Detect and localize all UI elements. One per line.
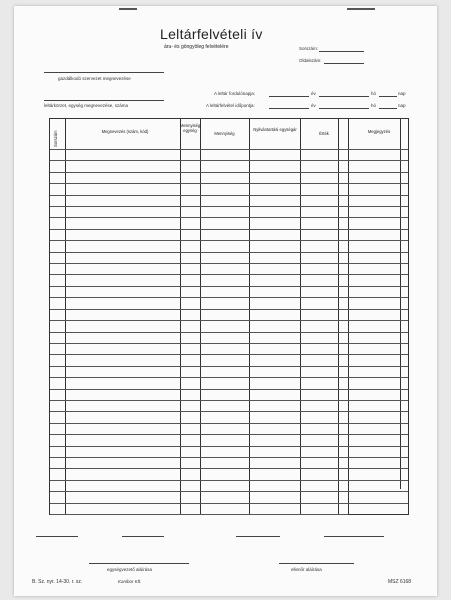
table-row[interactable]	[50, 229, 408, 230]
table-row[interactable]	[50, 457, 408, 458]
punch-mark-right	[347, 8, 375, 10]
table-row[interactable]	[50, 217, 408, 218]
sign-right-line[interactable]	[279, 563, 354, 564]
ref-month-field[interactable]	[319, 96, 369, 97]
ref-month-label: hó	[371, 91, 377, 96]
col-divider	[338, 119, 339, 514]
serial-label: Sorszám:	[299, 46, 319, 51]
ref-year-label: év	[311, 91, 316, 96]
inventory-table	[49, 118, 409, 515]
col-header-price: Nyilvántartási egységár	[253, 127, 297, 132]
table-row[interactable]	[50, 468, 408, 469]
form-subtitle: áru- és göngyöleg felvételére	[164, 44, 229, 50]
ref-day-field[interactable]	[379, 96, 397, 97]
table-row[interactable]	[50, 480, 408, 481]
table-row[interactable]	[50, 423, 408, 424]
period-year-field[interactable]	[269, 108, 309, 109]
table-row[interactable]	[50, 389, 408, 390]
table-row[interactable]	[50, 274, 408, 275]
col-header-remark: Megjegyzés	[367, 129, 391, 134]
serial-field[interactable]	[319, 51, 364, 52]
col-divider	[348, 119, 349, 514]
table-row[interactable]	[50, 160, 408, 161]
page-label: Oldalszám:	[299, 58, 322, 63]
form-sheet	[14, 6, 437, 596]
table-row[interactable]	[50, 172, 408, 173]
table-row[interactable]	[50, 514, 348, 515]
table-row[interactable]	[50, 503, 408, 504]
signature-line[interactable]	[122, 536, 164, 537]
table-row[interactable]	[50, 320, 408, 321]
form-title: Leltárfelvételi ív	[160, 26, 263, 42]
col-header-name: Megnevezés (szám, kód)	[101, 129, 149, 134]
table-row[interactable]	[50, 411, 408, 412]
period-year-label: év	[311, 103, 316, 108]
period-label: A leltárfelvétel időpontja:	[206, 103, 255, 108]
col-divider	[249, 119, 250, 514]
period-day-label: nap	[398, 103, 406, 108]
table-row[interactable]	[50, 240, 408, 241]
period-month-label: hó	[371, 103, 377, 108]
table-row[interactable]	[50, 354, 408, 355]
table-row[interactable]	[50, 491, 408, 492]
sign-left-label: egységvezető aláírása	[107, 567, 153, 572]
table-row[interactable]	[50, 206, 408, 207]
period-month-field[interactable]	[319, 108, 369, 109]
punch-mark-left	[119, 8, 137, 10]
ref-day-label: nap	[398, 91, 406, 96]
signature-line[interactable]	[236, 536, 280, 537]
table-row[interactable]	[50, 309, 408, 310]
unit-field[interactable]	[44, 100, 164, 101]
reference-date-label: A leltár fordulónapja:	[214, 91, 256, 96]
col-header-value: Érték	[319, 131, 329, 136]
col-divider	[300, 119, 301, 514]
table-row[interactable]	[50, 366, 408, 367]
org-field[interactable]	[44, 72, 164, 73]
col-header-serial: Sorszám	[53, 130, 58, 147]
ref-year-field[interactable]	[269, 96, 309, 97]
table-row[interactable]	[50, 263, 408, 264]
unit-label: leltárkörzet, egység megnevezése, száma	[44, 103, 129, 108]
table-row[interactable]	[50, 286, 408, 287]
form-note: Kanibor Kft.	[118, 579, 142, 584]
form-id: MSZ 6168	[388, 579, 412, 585]
table-row[interactable]	[50, 195, 408, 196]
form-code: B. Sz. nyr. 14-30. r. sz.	[32, 579, 83, 585]
col-divider	[200, 119, 201, 514]
table-row[interactable]	[50, 434, 408, 435]
table-row[interactable]	[50, 332, 408, 333]
col-header-quantity: Mennyiség	[214, 131, 235, 136]
table-row[interactable]	[50, 400, 408, 401]
table-row[interactable]	[50, 446, 408, 447]
col-header-unit: Mennyiségi egység	[180, 123, 202, 133]
col-divider	[180, 119, 181, 514]
table-row[interactable]	[50, 252, 408, 253]
col-divider	[65, 119, 66, 514]
page-field[interactable]	[324, 63, 364, 64]
sign-right-label: ellenőr aláírása	[291, 567, 322, 572]
table-row[interactable]	[50, 149, 408, 150]
table-row[interactable]	[50, 297, 408, 298]
period-day-field[interactable]	[379, 108, 397, 109]
table-row[interactable]	[50, 377, 408, 378]
signature-line[interactable]	[36, 536, 78, 537]
sign-left-line[interactable]	[89, 563, 189, 564]
org-label: gazdálkodó szervezet megnevezése	[58, 76, 131, 81]
table-row[interactable]	[50, 183, 408, 184]
table-row[interactable]	[50, 343, 408, 344]
signature-line[interactable]	[324, 536, 384, 537]
